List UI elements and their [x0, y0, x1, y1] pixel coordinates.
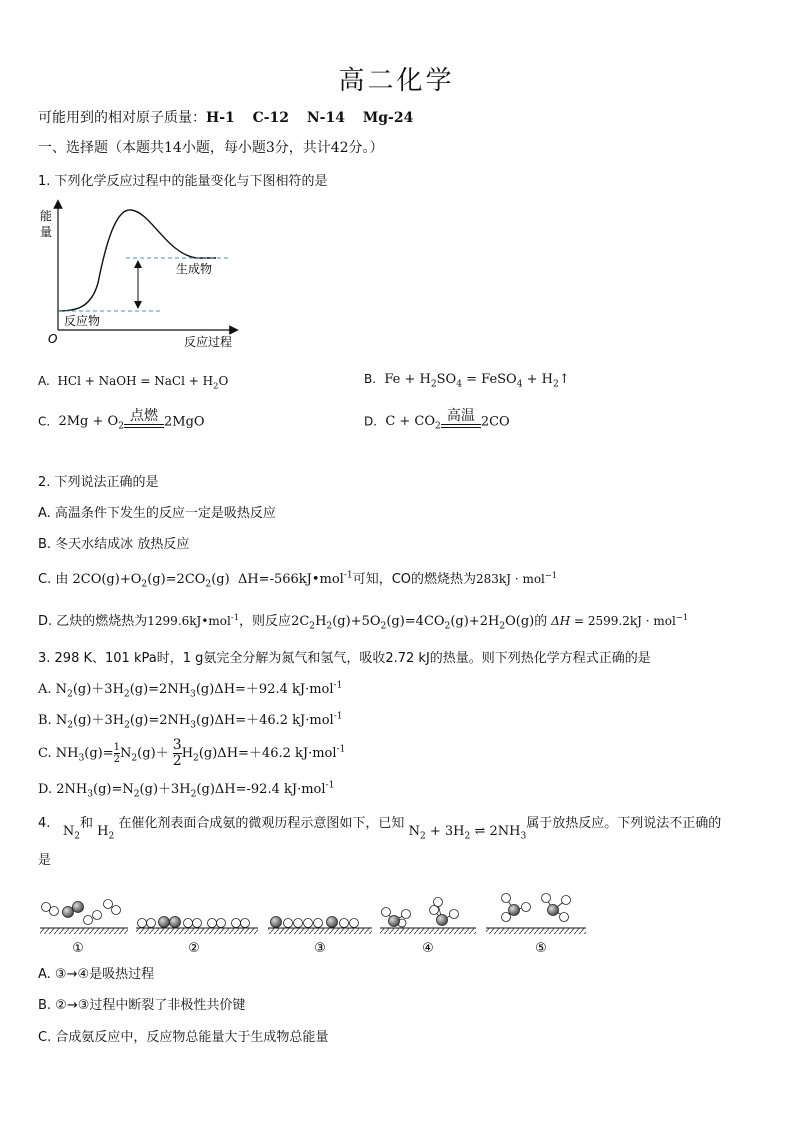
q3-option-b[interactable]: B. $N_2(g)+3H_2(g)=2NH_3(g)\Delta H=+46.2$ kJ·mol$^{-1}$ — [38, 711, 343, 731]
catalysis-diagram — [36, 890, 596, 958]
stage-label-2: ② — [188, 941, 200, 956]
mass-h: H-1 — [206, 110, 235, 126]
x-label: 反应过程 — [184, 335, 233, 349]
condition-ignite: 点燃 — [124, 408, 164, 432]
q1-option-a-letter: A. — [38, 374, 50, 388]
q3-option-d[interactable]: D. $2NH_3(g)=N_2(g)+3H_2(g)\Delta H=-92.4$ kJ·mol$^{-1}$ — [38, 780, 335, 800]
stage-label-5: ⑤ — [535, 941, 547, 956]
q4-option-c[interactable]: C. 合成氨反应中，反应物总能量大于生成物总能量 — [38, 1030, 329, 1045]
energy-diagram — [36, 198, 246, 353]
stage-label-3: ③ — [314, 941, 326, 956]
q4-option-b[interactable]: B. ②→③过程中断裂了非极性共价键 — [38, 998, 246, 1013]
stage-4-ammonia — [382, 898, 459, 928]
stage-1-molecules — [42, 900, 121, 925]
q1-option-b-equation: $Fe + H_2SO_4$ = FeSO$_4$ + $H_2↑$ — [384, 372, 570, 390]
energy-curve — [58, 210, 216, 311]
q2-stem: 2. 下列说法正确的是 — [38, 475, 159, 490]
q1-option-d[interactable]: D. $C + CO_2$ 高温 2CO — [364, 408, 510, 432]
q3-option-a[interactable]: A. $N_2(g)+3H_2(g)=2NH_3(g)\Delta H=+92.4$ kJ·mol$^{-1}$ — [38, 680, 343, 700]
y-label-1: 能 — [40, 209, 53, 223]
stage-label-1: ① — [72, 941, 84, 956]
catalyst-surface-1 — [40, 928, 128, 934]
q4-option-a[interactable]: A. ③→④是吸热过程 — [38, 967, 155, 982]
q2-option-a[interactable]: A. 高温条件下发生的反应一定是吸热反应 — [38, 506, 276, 521]
catalyst-surface-2 — [136, 928, 258, 934]
q1-option-d-letter: D. — [364, 414, 378, 429]
q4-stem: 4. $N_2$和 $H_2$ 在催化剂表面合成氨的微观历程示意图如下，已知 $N_2 + 3H_2$ ⇌ $2NH_3$属于放热反应。下列说法不正确的 — [38, 816, 722, 842]
q1-option-c-letter: C. — [38, 414, 51, 429]
q1-option-d-equation: $C + CO_2$ — [385, 414, 441, 432]
stage-5-ammonia — [502, 894, 571, 922]
catalyst-surface-3 — [268, 928, 372, 934]
y-label-2: 量 — [40, 225, 53, 239]
q3-stem: 3. 298 K、101 kPa时，1 g氨完全分解为氮气和氢气，吸收2.72 kJ的热量。则下列热化学方程式正确的是 — [38, 651, 651, 666]
section-heading: 一、选择题（本题共14小题，每小题3分，共计42分。） — [38, 140, 384, 156]
stage-3-atoms — [271, 917, 359, 928]
catalyst-surface-5 — [486, 928, 586, 934]
catalyst-surface-4 — [380, 928, 476, 934]
atomic-masses-label: 可能用到的相对原子质量： — [38, 110, 206, 126]
origin-label: O — [48, 332, 58, 346]
q1-option-c[interactable]: C. $2Mg + O_2$ 点燃 2MgO — [38, 408, 205, 432]
stage-2-molecules — [138, 917, 250, 928]
q2-option-c[interactable]: C. 由 $2CO(g)+O_2(g)=2CO_2(g)$ ΔH=-566kJ•mol$^{-1}$可知，CO的燃烧热为283kJ · mol$^{-1}$ — [38, 570, 558, 590]
atomic-masses-line — [38, 107, 413, 127]
mass-c: C-12 — [252, 110, 290, 126]
q2-option-d[interactable]: D. 乙炔的燃烧热为1299.6kJ•mol$^{-1}$，则反应$2C_2H_2(g)+5O_2(g)=4CO_2(g)+2H_2O(g)$的 ΔH = 2599.2kJ · mol$^{-1}$ — [38, 612, 689, 632]
q1-option-b-letter: B. — [364, 372, 377, 386]
q3-option-c[interactable]: C. $NH_3(g)=$ $\frac{1}{2}$ $N_2(g)+$ $\frac{3}{2}$ $H_2(g)\Delta H=+46.2$ kJ·mol$^{-1}$ — [38, 737, 346, 769]
reactant-label: 反应物 — [64, 314, 101, 328]
page-title: 高二化学 — [338, 66, 455, 96]
condition-high-temp: 高温 — [441, 408, 481, 432]
q1-option-a[interactable] — [38, 374, 228, 390]
q1-stem: 1. 下列化学反应过程中的能量变化与下图相符的是 — [38, 174, 328, 189]
mass-n: N-14 — [306, 110, 345, 126]
q2-option-b[interactable]: B. 冬天水结成冰 放热反应 — [38, 537, 190, 552]
mass-mg: Mg-24 — [362, 110, 414, 126]
q1-option-c-equation: $2Mg + O_2$ — [58, 414, 124, 432]
q4-stem-end: 是 — [38, 853, 52, 868]
product-label: 生成物 — [176, 262, 213, 276]
stage-label-4: ④ — [422, 941, 434, 956]
q1-option-b[interactable] — [364, 372, 570, 390]
q1-option-a-equation: HCl + NaOH = NaCl + $H_2O$ — [57, 374, 229, 391]
